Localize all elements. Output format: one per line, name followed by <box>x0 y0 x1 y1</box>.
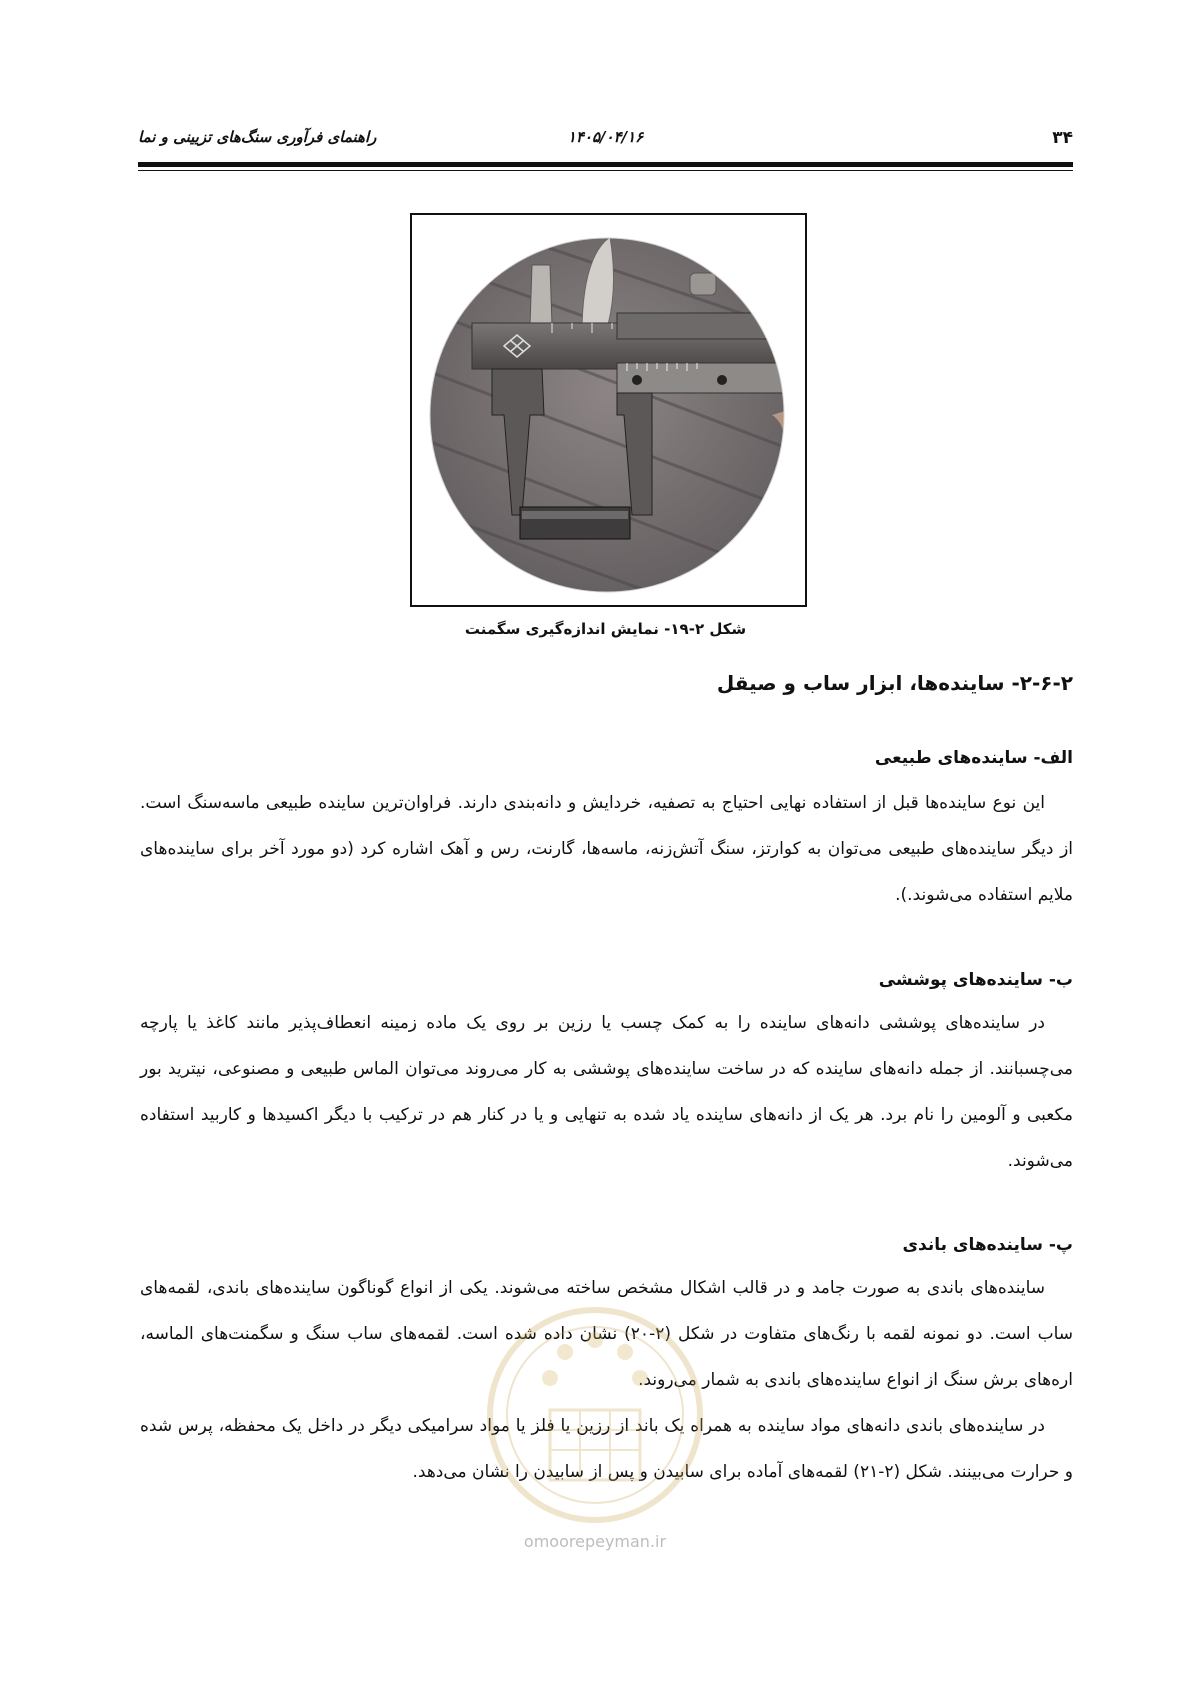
header-rule-thick <box>138 162 1073 167</box>
header-date: ۱۴۰۵/۰۴/۱۶ <box>567 128 644 146</box>
page-header <box>138 128 1073 158</box>
paragraph-natural-abrasives: این نوع ساینده‌ها قبل از استفاده نهایی احتیاج به تصفیه، خردایش و دانه‌بندی دارند. فراوان‌ترین ساینده طبیعی ماسه‌سنگ است. از دیگر ساینده‌های طبیعی می‌توان به کوارتز، سنگ آتش‌زنه، ماسه‌ها، گارنت، رس و آهک اشاره کرد (دو مورد آخر برای ساینده‌های ملایم استفاده می‌شوند.). <box>140 793 1073 905</box>
watermark-text: omoorepeyman.ir <box>523 1532 667 1551</box>
page-number: ۳۴ <box>1052 128 1073 148</box>
section-heading: ۲-۶-۲- ساینده‌ها، ابزار ساب و صیقل <box>716 671 1073 695</box>
paragraph-coated-abrasives: در ساینده‌های پوششی دانه‌های ساینده را به کمک چسب یا رزین بر روی یک ماده زمینه انعطاف‌پذیر مانند کاغذ یا پارچه می‌چسبانند. از جمله دانه‌های ساینده که در ساخت ساینده‌های پوششی به کار می‌روند می‌توان الماس طبیعی و مصنوعی، نیترید بور مکعبی و آلومین را نام برد. هر یک از دانه‌های ساینده یاد شده به تنهایی و یا در کنار هم در ترکیب با دیگر اکسیدها و کاربید استفاده می‌شوند. <box>140 1013 1073 1171</box>
figure-frame <box>410 213 807 607</box>
paragraph-bonded-abrasives-1: ساینده‌های باندی به صورت جامد و در قالب اشکال مشخص ساخته می‌شوند. یکی از انواع گوناگون ساینده‌های باندی، لقمه‌های ساب است. دو نمونه لقمه با رنگ‌های متفاوت در شکل (۲-۲۰) نشان داده شده است. لقمه‌های ساب سنگ و سگمنت‌های الماسه، اره‌های برش سنگ از انواع ساینده‌های باندی به شمار می‌روند. <box>140 1278 1073 1390</box>
caliper-photo-icon <box>412 215 805 605</box>
subsection-heading-bonded: پ- ساینده‌های باندی <box>902 1235 1073 1255</box>
book-title: راهنمای فرآوری سنگ‌های تزیینی و نما <box>138 128 377 146</box>
paragraph-bonded-abrasives-2: در ساینده‌های باندی دانه‌های مواد ساینده به همراه یک باند از رزین یا فلز یا مواد سرامیکی دیگر در داخل یک محفظه، پرس شده و حرارت می‌بینند. شکل (۲-۲۱) لقمه‌های آماده برای سابیدن و پس از سابیدن را نشان می‌دهد. <box>140 1416 1073 1482</box>
subsection-heading-coated: ب- ساینده‌های پوششی <box>878 970 1073 990</box>
header-rule-thin <box>138 170 1073 171</box>
figure-caption: شکل ۲-۱۹- نمایش اندازه‌گیری سگمنت <box>464 620 747 638</box>
subsection-heading-natural: الف- ساینده‌های طبیعی <box>874 748 1073 768</box>
